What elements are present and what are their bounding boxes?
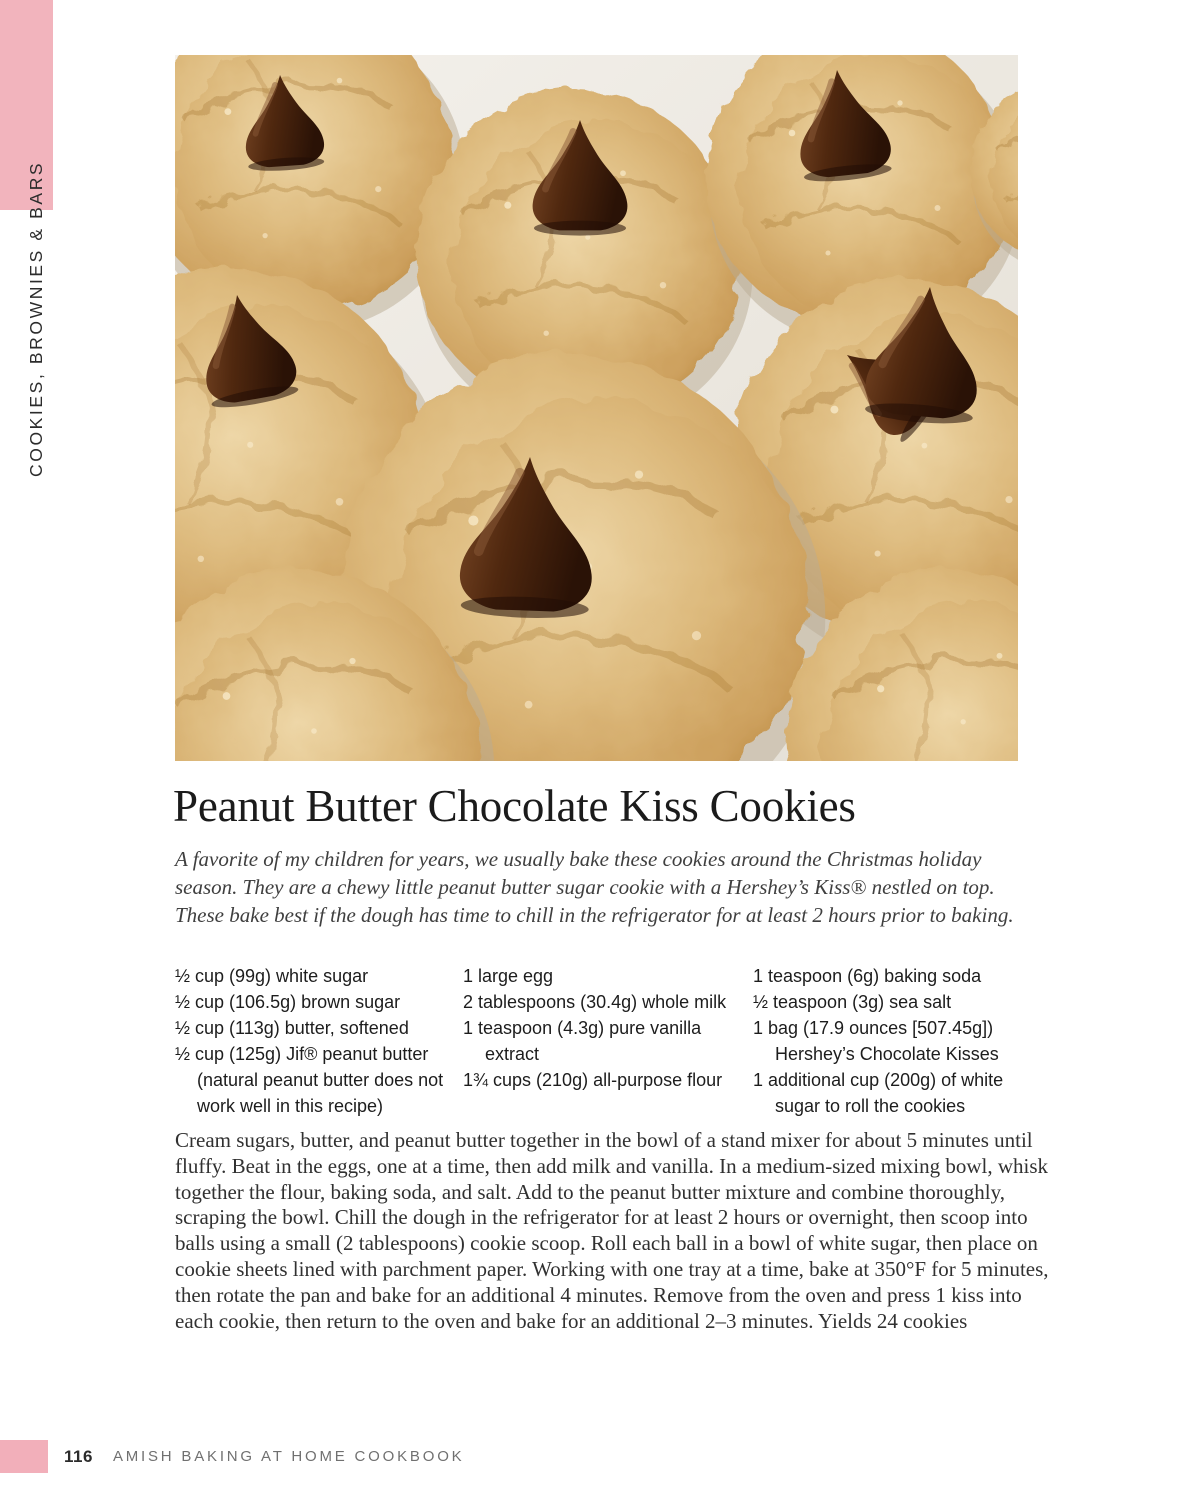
- page-footer: [0, 1440, 464, 1473]
- ingredient-item: 1¾ cups (210g) all-purpose flour: [463, 1070, 723, 1090]
- ingredient-item: 1 large egg: [463, 966, 554, 986]
- ingredient-item: ½ cup (113g) butter, softened: [175, 1018, 409, 1038]
- ingredient-item: ½ cup (106.5g) brown sugar: [175, 992, 401, 1012]
- ingredient-item: 2 tablespoons (30.4g) whole milk: [463, 992, 727, 1012]
- recipe-photo: [175, 55, 1018, 761]
- ingredient-item: ½ cup (125g) Jif® peanut butter (natural peanut butter does not work well in this recipe): [175, 1044, 444, 1116]
- ingredients-column-1: [175, 963, 463, 1119]
- book-title: AMISH BAKING AT HOME COOKBOOK: [112, 1448, 465, 1465]
- ingredients-column-2: [463, 963, 753, 1119]
- footer-pink-accent: [0, 1440, 48, 1473]
- ingredient-item: ½ teaspoon (3g) sea salt: [753, 992, 952, 1012]
- ingredients-section: [175, 963, 1040, 1119]
- ingredients-column-3: [753, 963, 1033, 1119]
- ingredient-item: 1 teaspoon (4.3g) pure vanilla extract: [463, 1018, 702, 1064]
- recipe-instructions: Cream sugars, butter, and peanut butter together in the bowl of a stand mixer for about 5 minutes until fluffy. Beat in the eggs, one at a time, then add milk and vanilla. In a medium-sized mixing bowl, whisk together the flour, baking soda, and salt. Add to the peanut butter mixture and combine thoroughly, scraping the bowl. Chill the dough in the refrigerator for at least 2 hours or overnight, then scoop into balls using a small (2 tablespoons) cookie scoop. Roll each ball in a bowl of white sugar, then place on cookie sheets lined with parchment paper. Working with one tray at a time, bake at 350°F for 5 minutes, then rotate the pan and bake for an additional 4 minutes. Remove from the oven and press 1 kiss into each cookie, then return to the oven and bake for an additional 2–3 minutes. Yields 24 cookies: [175, 1128, 1049, 1333]
- ingredient-item: 1 additional cup (200g) of white sugar to roll the cookies: [753, 1070, 1004, 1116]
- page-number: 116: [64, 1446, 93, 1466]
- chapter-label: COOKIES, BROWNIES & BARS: [26, 160, 46, 477]
- cookies-photo-illustration: [175, 55, 1018, 761]
- recipe-title: Peanut Butter Chocolate Kiss Cookies: [173, 781, 856, 831]
- ingredient-item: 1 teaspoon (6g) baking soda: [753, 966, 982, 986]
- ingredient-item: 1 bag (17.9 ounces [507.45g]) Hershey’s Chocolate Kisses: [753, 1018, 999, 1064]
- ingredient-item: ½ cup (99g) white sugar: [175, 966, 369, 986]
- recipe-intro: A favorite of my children for years, we usually bake these cookies around the Christmas holiday season. They are a chewy little peanut butter sugar cookie with a Hershey’s Kiss® nestled on top. These bake best if the dough has time to chill in the refrigerator for at least 2 hours prior to baking.: [175, 847, 1014, 927]
